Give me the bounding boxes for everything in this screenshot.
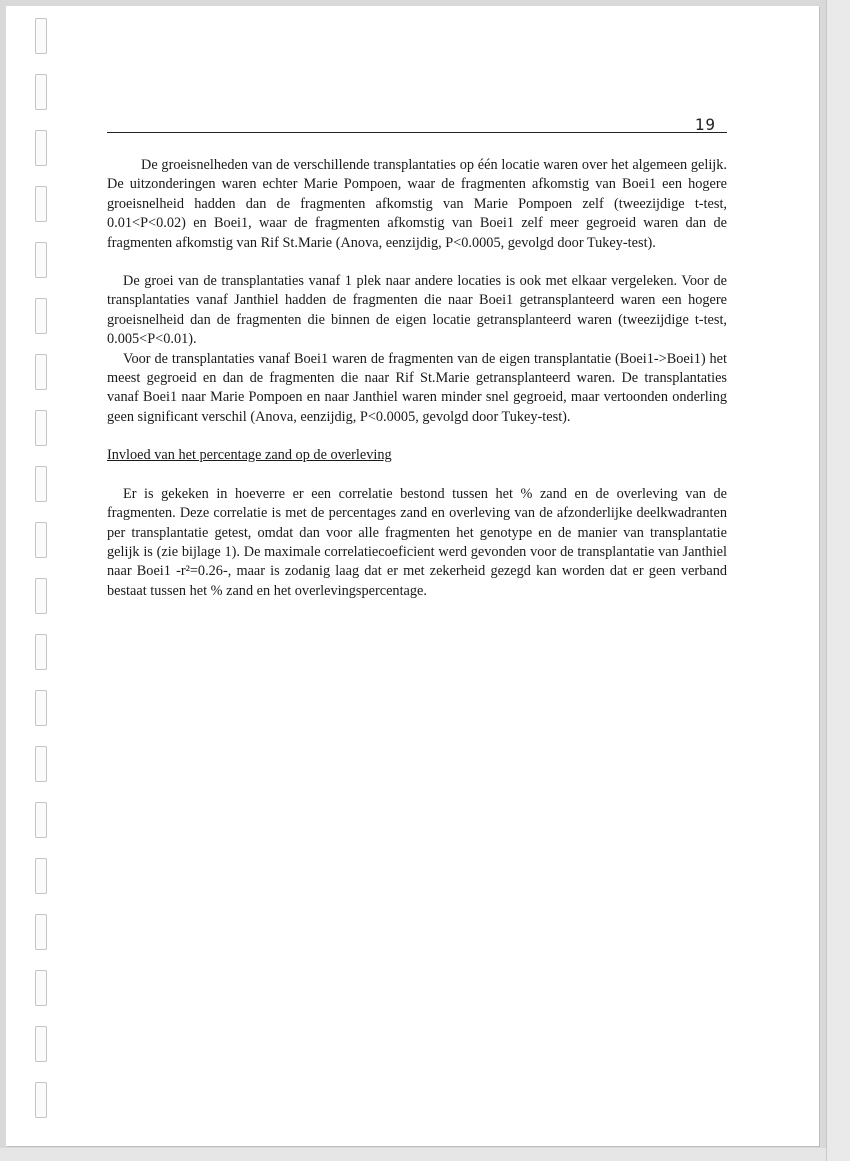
binding-hole <box>35 242 47 278</box>
binding-hole <box>35 18 47 54</box>
paragraph-growth-rates: De groeisnelheden van de verschillende transplantaties op één locatie waren over het algemeen gelijk. De uitzonderingen waren echter Marie Pompoen, waar de fragmenten afkomstig van Boei1 een hogere groeisnelheid hadden dan de fragmenten afkomstig van Marie Pompoen zelf (tweezijdige t-test, 0.01<P<0.02) en Boei1, waar de fragmenten afkomstig van Boei1 zelf meer gegroeid waren dan de fragmenten afkomstig van Rif St.Marie (Anova, eenzijdig, P<0.0005, gevolgd door Tukey-test). <box>107 157 727 251</box>
binding-hole <box>35 130 47 166</box>
page-number: 19 <box>694 115 716 134</box>
binding-hole <box>35 186 47 222</box>
binding-holes <box>35 18 49 1148</box>
binding-hole <box>35 1026 47 1062</box>
binding-hole <box>35 298 47 334</box>
binding-hole <box>35 858 47 894</box>
scan-border-right <box>826 0 850 1161</box>
binding-hole <box>35 466 47 502</box>
binding-hole <box>35 746 47 782</box>
paragraph-janthiel-comparison: De groei van de transplantaties vanaf 1 plek naar andere locaties is ook met elkaar vergeleken. Voor de transplantaties vanaf Janthiel hadden de fragmenten die naar Boei1 getransplanteerd waren een hogere groeisnelheid dan de fragmenten die binnen de eigen locatie getransplanteerd waren (tweezijdige t-test, 0.005<P<0.01). <box>107 273 727 348</box>
scan-border-bottom <box>0 1148 826 1161</box>
binding-hole <box>35 970 47 1006</box>
binding-hole <box>35 802 47 838</box>
binding-hole <box>35 914 47 950</box>
binding-hole <box>35 354 47 390</box>
binding-hole <box>35 578 47 614</box>
body-text <box>107 156 727 601</box>
binding-hole <box>35 1082 47 1118</box>
binding-hole <box>35 410 47 446</box>
header-rule <box>107 132 727 133</box>
binding-hole <box>35 690 47 726</box>
paragraph-sand-correlation: Er is gekeken in hoeverre er een correlatie bestond tussen het % zand en de overleving van de fragmenten. Deze correlatie is met de percentages zand en overleving van de afzonderlijke deelkwadranten per transplantatie getest, omdat dan voor alle fragmenten het genotype en de manier van transplantatie gelijk is (zie bijlage 1). De maximale correlatiecoeficient werd gevonden voor de transplantatie van Janthiel naar Boei1 -r²=0.26-, maar is zodanig laag dat er met zekerheid gezegd kan worden dat er geen verband bestaat tussen het % zand en het overlevingspercentage. <box>107 485 727 599</box>
binding-hole <box>35 74 47 110</box>
binding-hole <box>35 634 47 670</box>
binding-hole <box>35 522 47 558</box>
document-page <box>6 6 819 1146</box>
paragraph-boei1-comparison: Voor de transplantaties vanaf Boei1 waren de fragmenten van de eigen transplantatie (Boei1->Boei1) het meest gegroeid en dan de fragmenten die naar Rif St.Marie getransplanteerd waren. De transplantaties vanaf Boei1 naar Marie Pompoen en naar Janthiel waren minder snel gegroeid, maar vertoonden onderling geen significant verschil (Anova, eenzijdig, P<0.0005, gevolgd door Tukey-test). <box>107 350 727 425</box>
section-heading: Invloed van het percentage zand op de overleving <box>107 447 392 464</box>
